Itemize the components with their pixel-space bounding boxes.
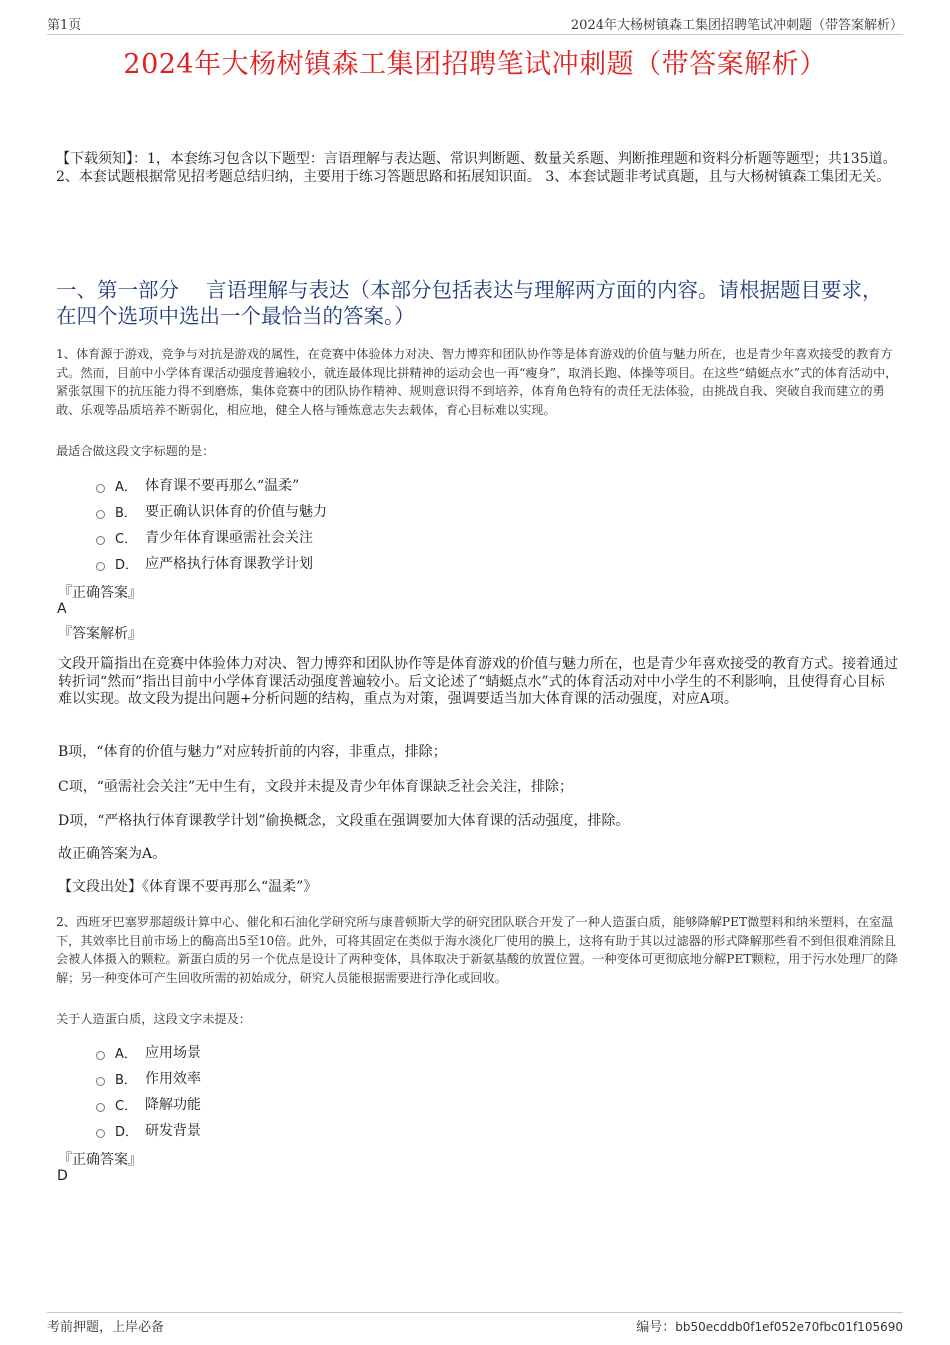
radio-icon[interactable] xyxy=(96,562,105,571)
footer-code-label: 编号： xyxy=(636,1320,676,1335)
question-1-analysis-label: 『答案解析』 xyxy=(58,626,142,642)
page-header xyxy=(47,14,903,35)
option-letter: A． xyxy=(115,1046,137,1062)
question-1-answer-label: 『正确答案』 xyxy=(58,585,142,601)
question-1-answer: A xyxy=(57,601,67,617)
option-letter: B． xyxy=(115,505,137,521)
question-1-analysis-b: B项，“体育的价值与魅力”对应转折前的内容，非重点，排除； xyxy=(58,744,447,760)
option-letter: D． xyxy=(115,1124,139,1140)
question-1-analysis-d: D项，“严格执行体育课教学计划”偷换概念，文段重在强调要加大体育课的活动强度，排除。 xyxy=(58,813,630,829)
radio-icon[interactable] xyxy=(96,1103,105,1112)
question-1-text: 1、体育源于游戏，竞争与对抗是游戏的属性，在竞赛中体验体力对决、智力博弈和团队协作等是体育游戏的价值与魅力所在，也是青少年喜欢接受的教育方式。然而，目前中小学体育课活动强度普遍较小，就连最体现比拼精神的运动会也一再“瘦身”，取消长跑、体操等项目。在这些“蜻蜓点水”式的体育活动中，紧张氛围下的抗压能力得不到磨炼，集体竞赛中的团队协作精神、规则意识得不到培养，体育角色特有的责任无法体验，由挑战自我、突破自我而建立的勇敢、乐观等品质培养不断弱化，相应地，健全人格与锤炼意志失去载体，育心目标难以实现。 xyxy=(56,347,898,417)
header-doc-name: 2024年大杨树镇森工集团招聘笔试冲刺题（带答案解析） xyxy=(570,18,903,33)
question-1-option-c[interactable] xyxy=(96,524,327,550)
radio-icon[interactable] xyxy=(96,536,105,545)
option-text: 作用效率 xyxy=(145,1071,201,1087)
option-letter: B． xyxy=(115,1072,137,1088)
option-text: 体育课不要再那么“温柔” xyxy=(145,478,300,494)
question-1-analysis-paragraph: 文段开篇指出在竞赛中体验体力对决、智力博弈和团队协作等是体育游戏的价值与魅力所在，也是青少年喜欢接受的教育方式。接着通过转折词“然而”指出目前中小学体育课活动强度普遍较小。后文论述了“蜻蜓点水”式的体育活动对中小学生的不利影响，且使得育心目标难以实现。故文段为提出问题+分析问题的结构，重点为对策，强调要适当加大体育课的活动强度，对应A项。 xyxy=(58,656,898,707)
radio-icon[interactable] xyxy=(96,1129,105,1138)
option-letter: C． xyxy=(115,531,138,547)
question-1-prompt: 最适合做这段文字标题的是： xyxy=(56,444,215,458)
question-2-options xyxy=(96,1039,201,1143)
question-1-option-a[interactable] xyxy=(96,472,327,498)
option-text: 应用场景 xyxy=(145,1045,201,1061)
option-letter: A． xyxy=(115,479,137,495)
document-title: 2024年大杨树镇森工集团招聘笔试冲刺题（带答案解析） xyxy=(123,49,827,80)
question-2-option-b[interactable] xyxy=(96,1065,201,1091)
section-heading: 一、第一部分 言语理解与表达（本部分包括表达与理解两方面的内容。请根据题目要求，在四个选项中选出一个最恰当的答案。） xyxy=(56,278,883,328)
question-2-option-a[interactable] xyxy=(96,1039,201,1065)
question-1-analysis-c: C项，“亟需社会关注”无中生有，文段并未提及青少年体育课缺乏社会关注，排除； xyxy=(58,779,574,795)
question-2-option-d[interactable] xyxy=(96,1117,201,1143)
page-number: 第1页 xyxy=(47,18,82,33)
question-1-options xyxy=(96,472,327,576)
footer-code: bb50ecddb0f1ef052e70fbc01f105690 xyxy=(675,1320,903,1334)
option-text: 研发背景 xyxy=(145,1123,201,1139)
question-2-answer: D xyxy=(57,1168,68,1184)
question-1-analysis-conclusion: 故正确答案为A。 xyxy=(58,846,167,862)
question-1-option-d[interactable] xyxy=(96,550,327,576)
option-text: 青少年体育课亟需社会关注 xyxy=(145,530,313,546)
question-2-answer-label: 『正确答案』 xyxy=(58,1152,142,1168)
page-footer xyxy=(47,1312,903,1335)
option-letter: C． xyxy=(115,1098,138,1114)
option-text: 要正确认识体育的价值与魅力 xyxy=(145,504,327,520)
radio-icon[interactable] xyxy=(96,1051,105,1060)
download-notice: 【下载须知】：1，本套练习包含以下题型：言语理解与表达题、常识判断题、数量关系题、判断推理题和资料分析题等题型；共135道。 2、本套试题根据常见招考题总结归纳，主要用于练习答题思路和拓展知识面。 3、本套试题非考试真题，且与大杨树镇森工集团无关。 xyxy=(56,151,897,185)
option-text: 降解功能 xyxy=(145,1097,201,1113)
question-2-prompt: 关于人造蛋白质，这段文字未提及： xyxy=(56,1012,251,1026)
footer-code-block xyxy=(636,1316,903,1335)
question-1-option-b[interactable] xyxy=(96,498,327,524)
question-2-text: 2、西班牙巴塞罗那超级计算中心、催化和石油化学研究所与康普顿斯大学的研究团队联合开发了一种人造蛋白质，能够降解PET微塑料和纳米塑料，在室温下，其效率比目前市场上的酶高出5至10倍。此外，可将其固定在类似于海水淡化厂使用的膜上，这将有助于其以过滤器的形式降解那些看不到但很难消除且会被人体摄入的颗粒。新蛋白质的另一个优点是设计了两种变体，具体取决于新氨基酸的放置位置。一种变体可更彻底地分解PET颗粒，用于污水处理厂的降解；另一种变体可产生回收所需的初始成分，研究人员能根据需要进行净化或回收。 xyxy=(56,915,898,985)
option-letter: D． xyxy=(115,557,139,573)
option-text: 应严格执行体育课教学计划 xyxy=(145,556,313,572)
question-2-option-c[interactable] xyxy=(96,1091,201,1117)
radio-icon[interactable] xyxy=(96,510,105,519)
radio-icon[interactable] xyxy=(96,1077,105,1086)
footer-slogan: 考前押题，上岸必备 xyxy=(47,1320,165,1335)
radio-icon[interactable] xyxy=(96,484,105,493)
question-1-source: 【文段出处】《体育课不要再那么“温柔”》 xyxy=(58,879,318,895)
